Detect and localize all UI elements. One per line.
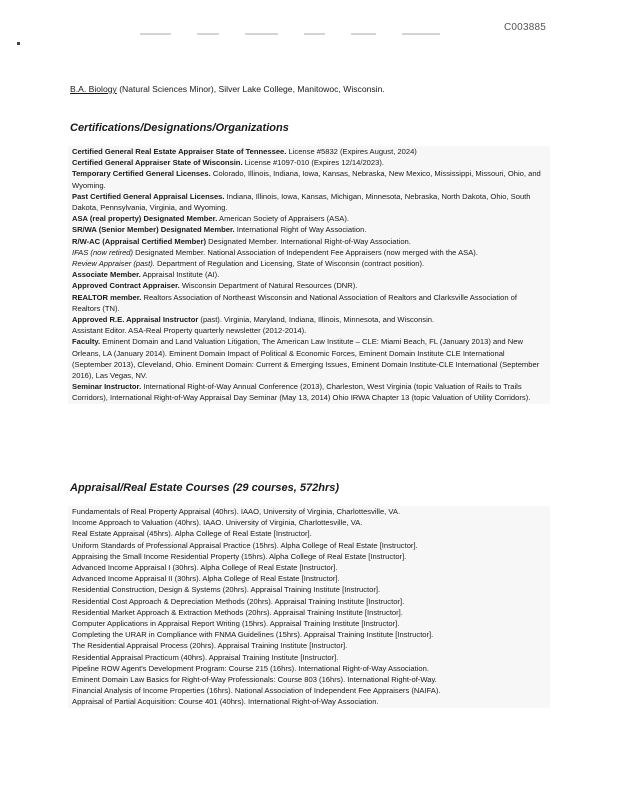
list-item: Residential Appraisal Practicum (40hrs). Appraisal Training Institute [Instructor]. <box>72 652 339 662</box>
list-item: Approved R.E. Appraisal Instructor (past). Virginia, Maryland, Indiana, Illinois, Minnesota, and Wisconsin. <box>72 315 435 325</box>
list-item: Associate Member. Appraisal Institute (AI). <box>72 270 220 280</box>
list-item: Uniform Standards of Professional Appraisal Practice (15hrs). Alpha College of Real Estate [Instructor]. <box>72 540 418 550</box>
courses-heading: Appraisal/Real Estate Courses (29 courses, 572hrs) <box>70 482 340 494</box>
list-item: Advanced Income Appraisal I (30hrs). Alpha College of Real Estate [Instructor]. <box>72 563 338 573</box>
faint-header-text <box>140 33 440 39</box>
list-item: Seminar Instructor. International Right-of-Way Annual Conference (2013), Charleston, West Virginia (topic Valuation of Rails to Trails Corridors), International Right-of-Way Appraisal Day Seminar (May 13, 2014) Ohio IRWA Chapter 13 (topic Valuation of Utility Corridors). <box>72 382 531 403</box>
list-item: Eminent Domain Law Basics for Right-of-Way Professionals: Course 803 (16hrs). International Right-of-Way. <box>72 675 437 685</box>
list-item: Faculty. Eminent Domain and Land Valuation Litigation, The American Law Institute – CLE: Miami Beach, FL (January 2013) and New Orleans, LA (January 2014). Eminent Domain Impact of Political & Economic Forces, Eminent Domain Institute CLE International (September 2013), Cleveland, Ohio. Eminent Domain: Current & Emerging Issues, Eminent Domain Institute-CLE International (September 2016), Las Vegas, NV. <box>72 337 540 381</box>
certifications-list <box>68 146 550 404</box>
certifications-heading: Certifications/Designations/Organizations <box>70 122 289 134</box>
list-item: Certified General Appraiser State of Wisconsin. License #1097-010 (Expires 12/14/2023). <box>72 158 384 168</box>
list-item: Advanced Income Appraisal II (30hrs). Alpha College of Real Estate [Instructor]. <box>72 574 340 584</box>
list-item: SR/WA (Senior Member) Designated Member. International Right of Way Association. <box>72 225 367 235</box>
list-item: Assistant Editor. ASA-Real Property quarterly newsletter (2012-2014). <box>72 326 307 336</box>
list-item: Income Approach to Valuation (40hrs). IAAO. University of Virginia, Charlottesville, VA. <box>72 518 363 528</box>
list-item: The Residential Appraisal Process (20hrs). Appraisal Training Institute [Instructor]. <box>72 641 348 651</box>
list-item: Residential Construction, Design & Systems (20hrs). Appraisal Training Institute [Instructor]. <box>72 585 381 595</box>
list-item: Real Estate Appraisal (45hrs). Alpha College of Real Estate [Instructor]. <box>72 529 312 539</box>
list-item: Residential Market Approach & Extraction Methods (20hrs). Appraisal Training Institute [Instructor]. <box>72 607 403 617</box>
list-item: Pipeline ROW Agent's Development Program: Course 215 (16hrs). International Right-of-Way Association. <box>72 663 429 673</box>
list-item: Temporary Certified General Licenses. Colorado, Illinois, Indiana, Iowa, Kansas, Nebraska, New Mexico, Mississippi, Missouri, Ohio, and Wyoming. <box>72 169 541 190</box>
degree: B.A. Biology <box>70 84 117 94</box>
degree-details: (Natural Sciences Minor), Silver Lake College, Manitowoc, Wisconsin. <box>116 84 385 94</box>
list-item: Financial Analysis of Income Properties (16hrs). National Association of Independent Fee Appraisers (NAIFA). <box>72 686 441 696</box>
list-item: IFAS (now retired) Designated Member. National Association of Independent Fee Appraisers (now merged with the ASA). <box>72 247 478 257</box>
courses-list <box>68 506 550 708</box>
list-item: Review Appraiser (past). Department of Regulation and Licensing, State of Wisconsin (contract position). <box>72 259 425 269</box>
list-item: Past Certified General Appraisal Licenses. Indiana, Illinois, Iowa, Kansas, Michigan, Minnesota, Nebraska, North Dakota, Ohio, South Dakota, Pennsylvania, Virginia, and Wyoming. <box>72 191 531 213</box>
bates-number: C003885 <box>504 22 546 33</box>
list-item: Residential Cost Approach & Depreciation Methods (20hrs). Appraisal Training Institute [Instructor]. <box>72 596 405 606</box>
list-item: Completing the URAR in Compliance with FNMA Guidelines (15hrs). Appraisal Training Institute [Instructor]. <box>72 630 434 640</box>
list-item: Computer Applications in Appraisal Report Writing (15hrs). Appraisal Training Institute [Instructor]. <box>72 619 400 629</box>
list-item: R/W-AC (Appraisal Certified Member) Designated Member. International Right-of-Way Association. <box>72 236 411 246</box>
list-item: Fundamentals of Real Property Appraisal (40hrs). IAAO, University of Virginia, Charlottesville, VA. <box>72 507 401 516</box>
list-item: Appraisal of Partial Acquisition: Course 401 (40hrs). International Right-of-Way Association. <box>72 697 379 707</box>
education-line <box>70 84 385 94</box>
list-item: ASA (real property) Designated Member. American Society of Appraisers (ASA). <box>72 214 349 224</box>
list-item: Approved Contract Appraiser. Wisconsin Department of Natural Resources (DNR). <box>72 281 358 291</box>
scan-corner-mark <box>17 42 20 45</box>
list-item: Certified General Real Estate Appraiser State of Tennessee. License #5832 (Expires August, 2024) <box>72 147 417 156</box>
list-item: Appraising the Small Income Residential Property (15hrs). Alpha College of Real Estate [Instructor]. <box>72 551 407 561</box>
list-item: REALTOR member. Realtors Association of Northeast Wisconsin and National Association of Realtors and Clarksville Association of Realtors (TN). <box>72 292 518 313</box>
